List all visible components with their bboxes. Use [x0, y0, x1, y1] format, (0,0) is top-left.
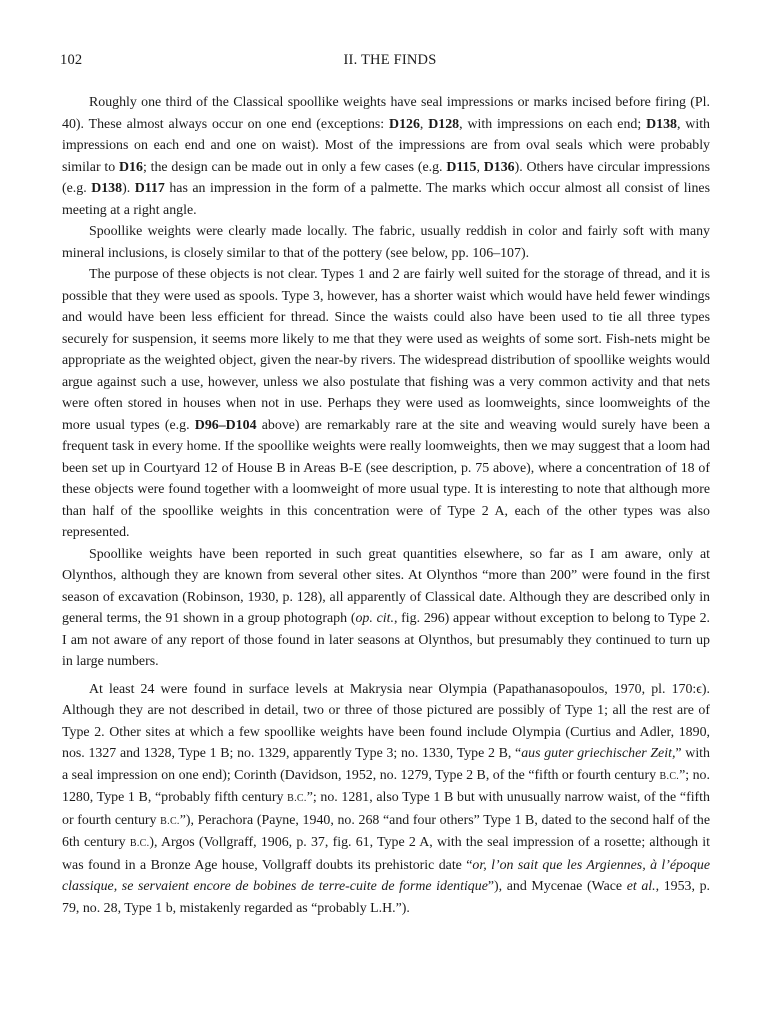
text-run: , with impressions on each end and one on waist). Most of the impressions are from oval seals which were probably similar to	[62, 116, 710, 175]
italic-text: aus guter griechischer Zeit,	[521, 746, 676, 761]
text-run: ,	[419, 116, 429, 132]
text-run: Spoollike weights have been reported in such great quantities elsewhere, so far as I am aware, only at Olynthos, although they are known from several other sites. At Olynthos “more than 200” were found in the first season of excavation (Robinson, 1930, p. 128), all apparently of Classical date. Although they are described only in general terms, the 91 shown in a group photograph (	[62, 546, 710, 626]
text-run: ”; no. 1280, Type 1 B, “probably fifth century	[62, 767, 710, 805]
paragraph	[62, 679, 710, 920]
paragraph	[62, 92, 710, 221]
text-run: ; the design can be made out in only a few cases (e.g.	[142, 159, 447, 175]
text-run: The purpose of these objects is not clear. Types 1 and 2 are fairly well suited for the storage of thread, and it is possible that they were used as spools. Type 3, however, has a shorter waist which would have held fewer windings and would have been less efficient for thread. Since the waists could also have been used to tie all three types securely for suspension, it seems more likely to me that they were used as weights of some sort. Fish-nets might be appropriate as the weighted object, given the near-by rivers. The widespread distribution of spoollike weights would argue against such a use, however, unless we also postulate that fishing was a very common activity and that nets were often stored in houses when not in use. Perhaps they were used as loomweights, since loomweights of the more usual types (e.g.	[62, 267, 710, 433]
body-text	[62, 92, 710, 919]
running-head: II. THE FINDS	[343, 52, 437, 68]
text-run: At least 24 were found in surface levels at Makrysia near Olympia (Papathanasopoulos, 1970, pl. 170:ϵ). Although they are not described in detail, two or three of those pictured are possibly of Type 1; all the rest are of Type 2. Other sites at which a few spoollike weights have been found include Olympia (Curtius and Adler, 1890, nos. 1327 and 1328, Type 1 B; no. 1329, apparently Type 3; no. 1330, Type 2 B, “	[62, 681, 710, 761]
text-run: ”), Perachora (Payne, 1940, no. 268 “and four others” Type 1 B, dated to the second half of the 6th century	[62, 812, 711, 850]
small-caps-text: B.C.	[160, 815, 180, 827]
text-run: , 1953, p. 79, no. 28, Type 1 b, mistakenly regarded as “probably L.H.”).	[62, 879, 711, 916]
text-run: Spoollike weights were clearly made locally. The fabric, usually reddish in color and fairly soft with many mineral inclusions, is closely similar to that of the pottery (see below, pp. 106–107).	[62, 224, 710, 261]
text-run: , fig. 296) appear without exception to belong to Type 2. I am not aware of any report of those found in later seasons at Olynthos, but presumably they continued to turn up in large numbers.	[62, 611, 710, 669]
paragraph	[62, 544, 710, 673]
text-run: ”), and Mycenae (Wace	[487, 879, 627, 894]
small-caps-text: B.C.	[659, 770, 680, 782]
italic-text: or, l’on sait que les Argiennes, à l’époque classique, se servaient encore de bobines de terre-cuite de forme identique	[62, 857, 711, 894]
catalog-ref: D16	[119, 159, 143, 175]
paragraph	[62, 264, 710, 544]
small-caps-text: B.C.	[287, 793, 307, 804]
text-run: ).	[122, 181, 135, 196]
page-header	[60, 52, 720, 72]
page-number: 102	[60, 52, 83, 68]
text-run: ,	[476, 159, 484, 175]
catalog-ref: D96–D104	[194, 417, 257, 433]
text-run: ). Others have circular impressions (e.g.	[62, 159, 710, 196]
catalog-ref: D115	[446, 159, 477, 175]
text-run: ” with a seal impression on one end); Corinth (Davidson, 1952, no. 1279, Type 2 B, of the “fifth or fourth century	[62, 746, 710, 783]
text-run: ), Argos (Vollgraff, 1906, p. 37, fig. 61, Type 2 A, with the seal impression of a rosette; although it was found in a Bronze Age house, Vollgraff doubts its prehistoric date “	[62, 835, 710, 873]
text-run: , with impressions on each end;	[459, 116, 647, 132]
text-run: Roughly one third of the Classical spoollike weights have seal impressions or marks incised before firing (Pl. 40). These almost always occur on one end (exceptions:	[62, 95, 710, 132]
italic-text: op. cit.	[355, 611, 394, 626]
text-run: ”; no. 1281, also Type 1 B but with unusually narrow waist, of the “fifth or fourth century	[62, 790, 710, 828]
catalog-ref: D136	[483, 159, 515, 175]
catalog-ref: D138	[91, 181, 123, 196]
text-run: has an impression in the form of a palmette. The marks which occur almost all consist of lines meeting at a right angle.	[62, 181, 710, 218]
catalog-ref: D128	[428, 116, 460, 132]
text-run: above) are remarkably rare at the site and weaving would surely have been a frequent task in every home. If the spoollike weights were really loomweights, then we may suggest that a loom had been set up in Courtyard 12 of House B in Areas B-E (see description, p. 75 above), where a concentration of 18 of these objects were found together with a loomweight of more usual type. It is interesting to note that although more than half of the spoollike weights in this concentration were of Type 2 A, each of the other types was also represented.	[62, 417, 710, 540]
catalog-ref: D117	[134, 181, 165, 196]
italic-text: et al.	[626, 879, 656, 894]
catalog-ref: D126	[389, 116, 420, 132]
paragraph	[62, 221, 710, 264]
catalog-ref: D138	[646, 116, 677, 132]
small-caps-text: B.C.	[129, 838, 150, 849]
